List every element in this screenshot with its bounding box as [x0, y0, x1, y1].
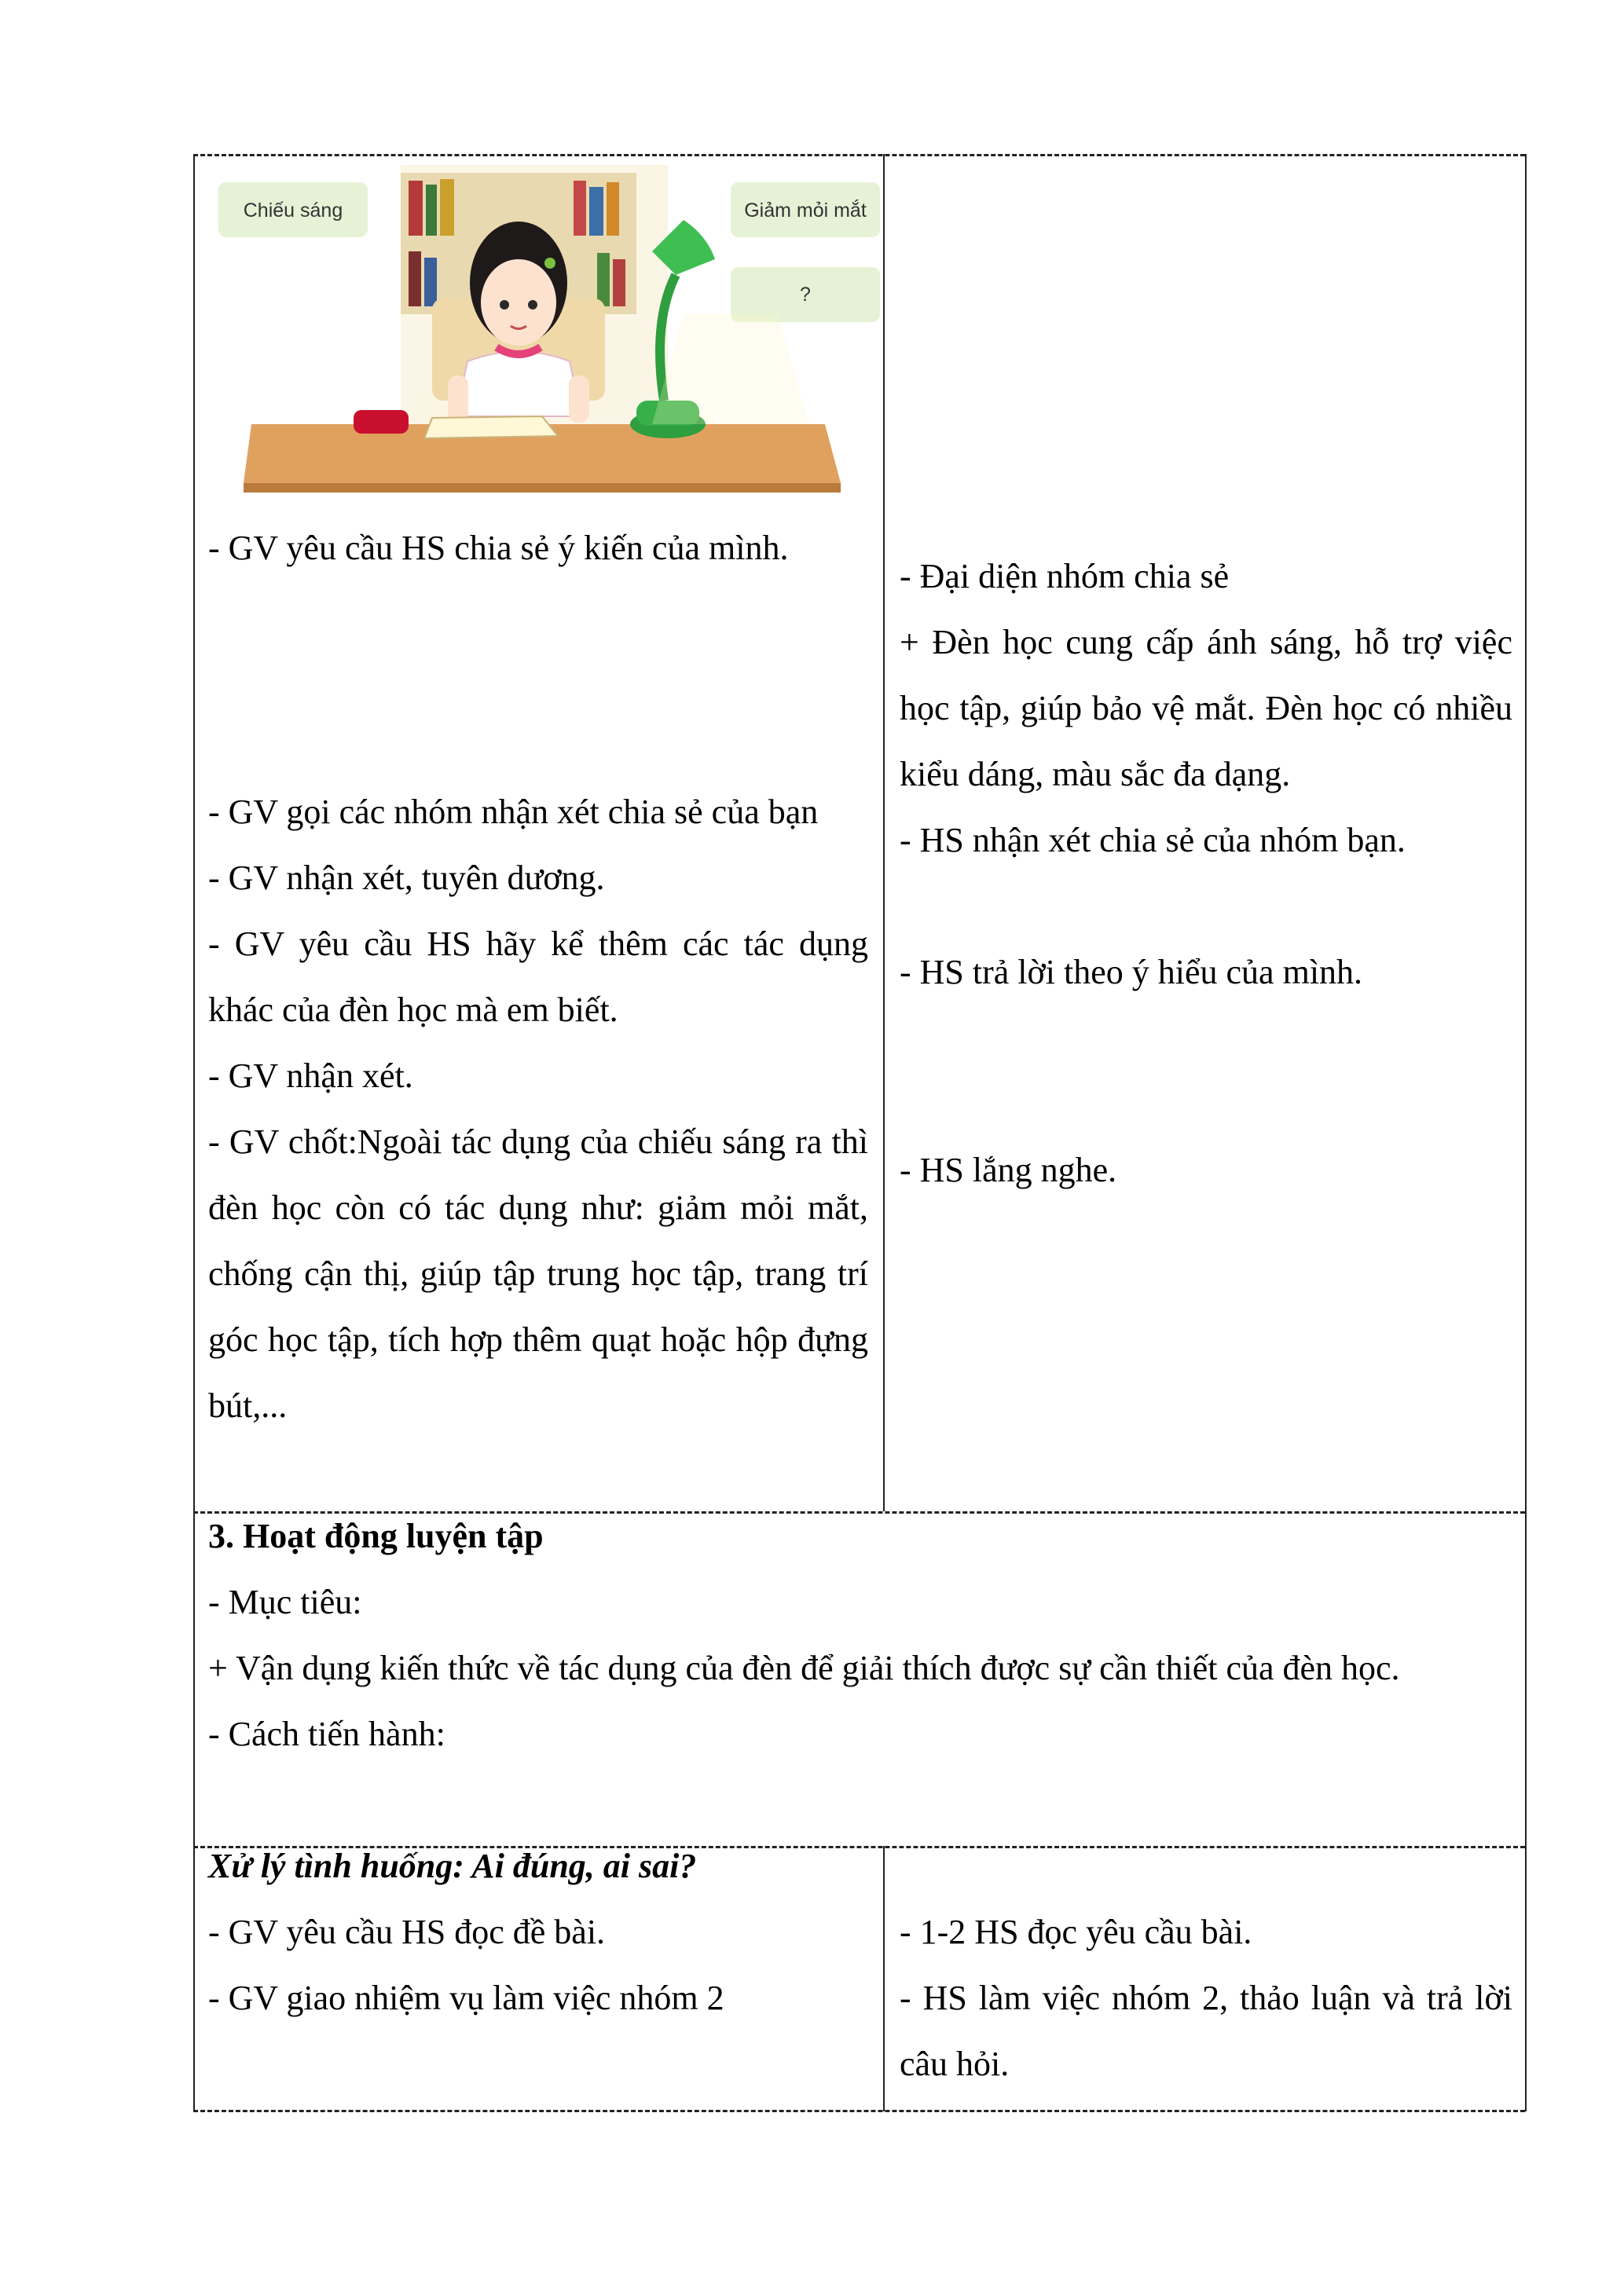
- row-border-top: [193, 154, 1525, 156]
- row1-left-line-4: - GV yêu cầu HS hãy kể thêm các tác dụng khác của đèn học mà em biết.: [208, 925, 868, 1029]
- row1-left-cell-lower: [208, 779, 868, 1439]
- row1-left-line-3: - GV nhận xét, tuyên dương.: [208, 859, 605, 897]
- row1-left-line-2: - GV gọi các nhóm nhận xét chia sẻ của bạn: [208, 793, 819, 831]
- row1-right-line-1: - Đại diện nhóm chia sẻ: [900, 557, 1230, 595]
- label-giam-moi-mat: Giảm mỏi mắt: [744, 200, 867, 222]
- row3-title: Xử lý tình huống: Ai đúng, ai sai?: [208, 1847, 697, 1885]
- row3-right-line-2: - HS làm việc nhóm 2, thảo luận và trả lời câu hỏi.: [900, 1979, 1512, 2083]
- row1-right-line-2: + Đèn học cung cấp ánh sáng, hỗ trợ việc học tập, giúp bảo vệ mắt. Đèn học có nhiều kiểu dáng, màu sắc đa dạng.: [900, 623, 1512, 793]
- row1-right-cell: [900, 544, 1512, 873]
- row1-left-line-1: - GV yêu cầu HS chia sẻ ý kiến của mình.: [208, 529, 789, 567]
- column-divider-bottom: [883, 1846, 885, 2111]
- row-border-bottom: [193, 2110, 1525, 2112]
- row3-right-cell: [900, 1899, 1512, 2097]
- section3-heading: 3. Hoạt động luyện tập: [208, 1517, 544, 1555]
- row3-left-cell: [208, 1833, 868, 2031]
- row1-right-line-3: - HS nhận xét chia sẻ của nhóm bạn.: [900, 821, 1406, 859]
- row3-left-line-2: - GV giao nhiệm vụ làm việc nhóm 2: [208, 1979, 724, 2017]
- row1-left-line-5: - GV nhận xét.: [208, 1056, 413, 1095]
- row1-right-line-4: - HS trả lời theo ý hiểu của mình.: [900, 953, 1363, 991]
- row3-right-line-1: - 1-2 HS đọc yêu cầu bài.: [900, 1913, 1252, 1951]
- section3-goal: + Vận dụng kiến thức về tác dụng của đèn để giải thích được sự cần thiết của đèn học.: [208, 1649, 1400, 1687]
- section3-cell: [208, 1503, 1512, 1767]
- label-question-mark: ?: [800, 284, 811, 306]
- table-border-left: [193, 154, 195, 2111]
- label-bubble-right-bottom: [731, 267, 880, 322]
- row1-right-line-5: - HS lắng nghe.: [900, 1151, 1117, 1189]
- row1-right-cell-low: [900, 1137, 1512, 1203]
- row1-left-line-6: - GV chốt:Ngoài tác dụng của chiếu sáng ra thì đèn học còn có tác dụng như: giảm mỏi mắt, chống cận thị, giúp tập trung học tập, trang trí góc học tập, tích hợp thêm quạt hoặc hộp đựng bút,...: [208, 1122, 868, 1425]
- section3-method-label: - Cách tiến hành:: [208, 1715, 445, 1753]
- desk-lamp-illustration: [212, 165, 888, 495]
- label-chieu-sang: Chiếu sáng: [243, 200, 343, 222]
- label-bubble-left: [218, 182, 368, 237]
- row3-left-line-1: - GV yêu cầu HS đọc đề bài.: [208, 1913, 606, 1951]
- section3-goal-label: - Mục tiêu:: [208, 1583, 362, 1621]
- label-bubble-right-top: [731, 182, 880, 237]
- row1-left-cell: [208, 515, 868, 581]
- row1-right-cell-mid: [900, 939, 1512, 1005]
- table-border-right: [1525, 154, 1527, 2111]
